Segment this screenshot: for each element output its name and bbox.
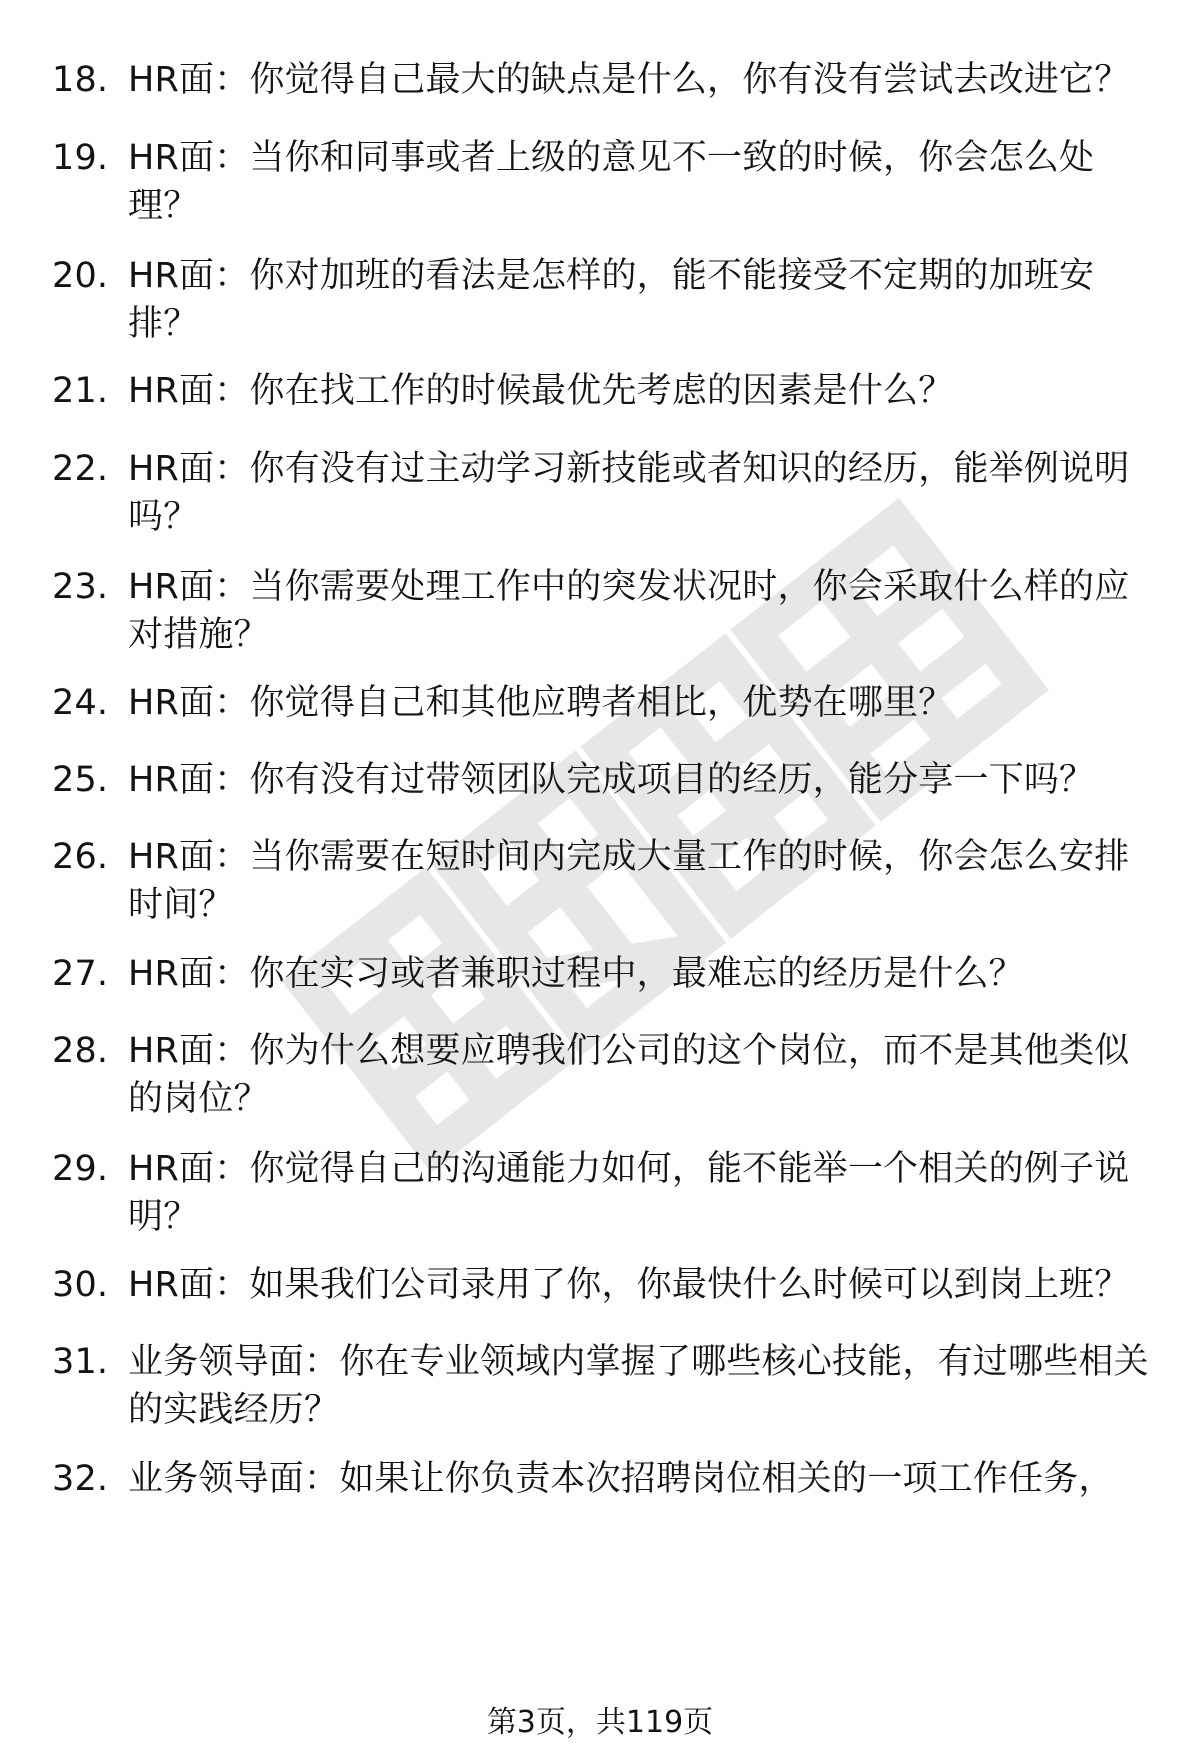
question-number: 18. [52, 60, 109, 100]
question-number: 19. [52, 138, 109, 178]
question-text: HR面：你为什么想要应聘我们公司的这个岗位，而不是其他类似的岗位？ [128, 1031, 1130, 1119]
question-text: HR面：当你需要在短时间内完成大量工作的时候，你会怎么安排时间？ [128, 837, 1130, 925]
question-number: 24. [52, 683, 109, 723]
question-item [52, 833, 1162, 929]
question-number: 26. [52, 837, 109, 877]
question-text: HR面：你有没有过带领团队完成项目的经历，能分享一下吗？ [128, 760, 1095, 800]
question-number: 28. [52, 1031, 109, 1071]
question-text: HR面：你觉得自己和其他应聘者相比，优势在哪里？ [128, 683, 954, 723]
question-text: 业务领导面：你在专业领域内掌握了哪些核心技能，有过哪些相关的实践经历？ [128, 1342, 1149, 1430]
question-item [52, 1338, 1162, 1434]
question-text: HR面：你在实习或者兼职过程中，最难忘的经历是什么？ [128, 954, 1024, 994]
question-item [52, 563, 1162, 659]
question-number: 23. [52, 567, 109, 607]
question-number: 25. [52, 760, 109, 800]
page-number-footer: 第3页，共119页 [486, 1705, 714, 1740]
question-number: 31. [52, 1342, 109, 1382]
question-item [52, 1261, 1162, 1309]
question-item [52, 756, 1162, 804]
question-number: 21. [52, 371, 109, 411]
question-item [52, 367, 1162, 415]
question-item [52, 950, 1162, 998]
question-item [52, 679, 1162, 727]
question-text: HR面：你觉得自己最大的缺点是什么，你有没有尝试去改进它？ [128, 60, 1130, 100]
question-item [52, 1455, 1162, 1503]
question-number: 29. [52, 1149, 109, 1189]
question-number: 32. [52, 1459, 109, 1499]
question-text: 业务领导面：如果让你负责本次招聘岗位相关的一项工作任务， [128, 1459, 1114, 1499]
question-number: 22. [52, 449, 109, 489]
question-item [52, 134, 1162, 230]
question-item [52, 56, 1162, 104]
question-text: HR面：你觉得自己的沟通能力如何，能不能举一个相关的例子说明？ [128, 1149, 1130, 1237]
question-text: HR面：你对加班的看法是怎样的，能不能接受不定期的加班安排？ [128, 256, 1095, 344]
question-text: HR面：你在找工作的时候最优先考虑的因素是什么？ [128, 371, 954, 411]
question-number: 20. [52, 256, 109, 296]
question-item [52, 1027, 1162, 1123]
question-item [52, 252, 1162, 348]
question-text: HR面：你有没有过主动学习新技能或者知识的经历，能举例说明吗？ [128, 449, 1130, 537]
question-text: HR面：当你和同事或者上级的意见不一致的时候，你会怎么处理？ [128, 138, 1095, 226]
question-number: 30. [52, 1265, 109, 1305]
question-text: HR面：当你需要处理工作中的突发状况时，你会采取什么样的应对措施？ [128, 567, 1130, 655]
question-number: 27. [52, 954, 109, 994]
question-item [52, 445, 1162, 541]
question-item [52, 1145, 1162, 1241]
question-text: HR面：如果我们公司录用了你，你最快什么时候可以到岗上班？ [128, 1265, 1130, 1305]
